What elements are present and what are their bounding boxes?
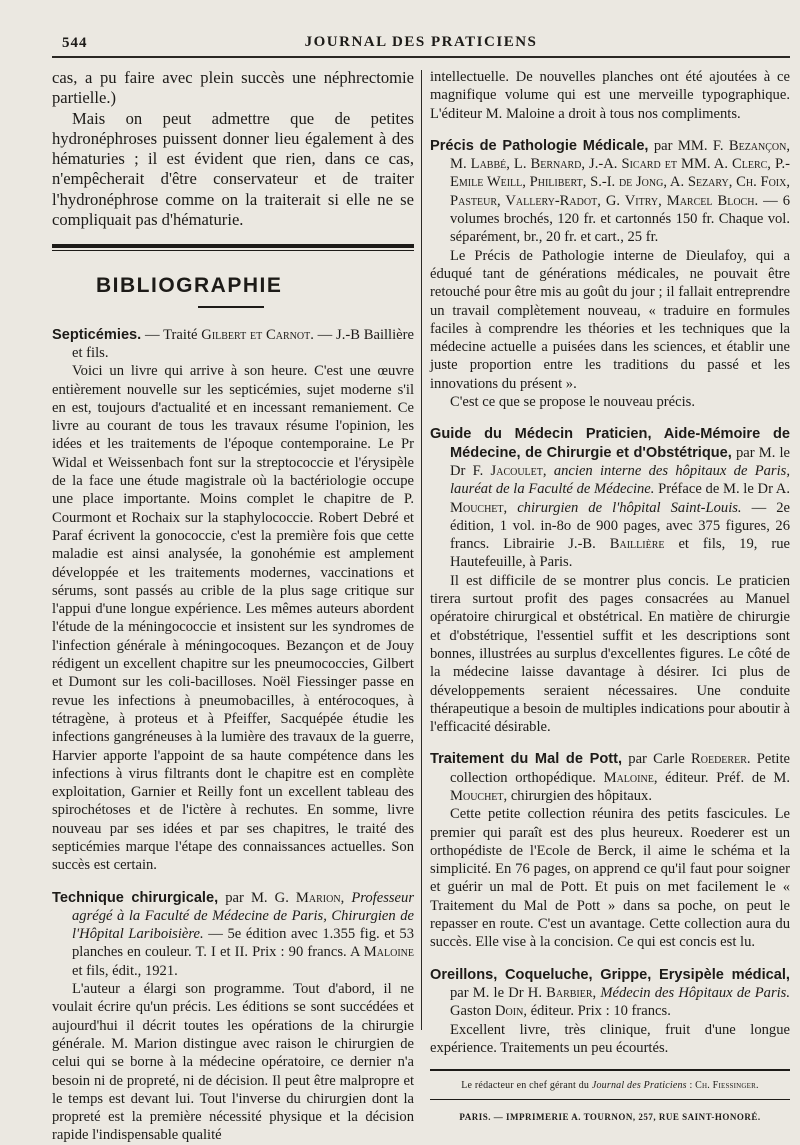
review-mal-de-pott xyxy=(430,750,790,951)
paragraph: intellectuelle. De nouvelles planches ont été ajoutées à ce magnifique volume qui est une merveille typographique. L'éditeur M. Maloine a droit à tous nos compliments. xyxy=(430,69,790,122)
review-body: L'auteur a élargi son programme. Tout d'abord, il ne voulait écrire qu'un précis. Les éditions se sont succédées et aujourd'hui il décrit toutes les opérations de la chirurgie générale. M. Marion distingue avec raison le chirurgien de celui qui se borne à la médecine opératoire, ce dernier n'a besoin ni de propreté, ni de décision. Il peut être malpropre et le temps est devant lui. Tout l'inverse du chirurgien dont la propreté est la première nécessité physique et la décision rapide l'indispensable qualité xyxy=(52,981,414,1144)
header-rule xyxy=(52,56,790,58)
column-divider xyxy=(421,70,422,1030)
page-header xyxy=(52,30,790,54)
book-author: Roederer xyxy=(691,751,747,768)
book-title: Oreillons, Coqueluche, Grippe, Erysipèle médical, xyxy=(430,966,790,983)
publisher: Baillière xyxy=(609,536,665,553)
book-title: Septicémies. xyxy=(52,326,142,343)
review-heading: Technique chirurgicale, par M. G. Marion, Professeur agrégé à la Faculté de Médecine de Paris, Chirurgien de l'Hôpital Lariboisière. — 5e édition avec 1.355 fig. et 53 planches en couleur. T. I et II. Prix : 90 francs. A Maloine et fils, édit., 1921. xyxy=(52,889,415,979)
book-title: Traitement du Mal de Pott, xyxy=(430,751,623,768)
book-title: Guide du Médecin Praticien, Aide-Mémoire de Médecine, de Chirurgie et d'Obstétrique, xyxy=(430,426,790,461)
paragraph: cas, a pu faire avec plein succès une néphrectomie partielle.) xyxy=(52,68,414,108)
review-body: C'est ce que se propose le nouveau précis. xyxy=(450,394,695,411)
review-body: Le Précis de Pathologie interne de Dieulafoy, qui a éduqué tant de générations médicales, ne pouvait être retouché pour être mis au goût du jour ; il fallait entreprendre un travail complètement nouveau, « traduire en formules faciles à comprendre les théories et les techniques que la médecine actuelle a puisées dans les sciences, et établir une juste proportion entre les traditions du passé et les innovations du présent ». xyxy=(430,247,790,392)
journal-title: JOURNAL DES PRATICIENS xyxy=(304,34,538,50)
review-oreillons xyxy=(430,966,790,1057)
book-title: Technique chirurgicale, xyxy=(52,889,219,906)
publisher: Doin xyxy=(495,1003,524,1020)
footer-rule-thin xyxy=(430,1099,790,1100)
section-rule xyxy=(52,244,414,248)
review-heading: Précis de Pathologie Médicale, par MM. F. Bezançon, M. Labbé, L. Bernard, J.-A. Sicard et MM. A. Clerc, P.-Emile Weill, Philibert, S.-I. de Jong, A. Sezary, Ch. Foix, Pasteur, Vallery-Radot, G. Vitry, Marcel Bloch. — 6 volumes brochés, 120 fr. et cartonnés 150 fr. Chaque vol. séparément, br., 20 fr. et cart., 25 fr. xyxy=(430,137,791,246)
left-column xyxy=(52,68,414,1145)
printer-imprint: PARIS. — IMPRIMERIE A. TOURNON, 257, RUE SAINT-HONORÉ. xyxy=(459,1112,761,1123)
review-heading: Traitement du Mal de Pott, par Carle Roederer. Petite collection orthopédique. Maloine, éditeur. Préf. de M. Mouchet, chirurgien des hôpitaux. xyxy=(430,751,790,804)
review-heading: Septicémies. — Traité Gilbert et Carnot. — J.-B Baillière et fils. xyxy=(52,326,414,361)
review-body: Cette petite collection réunira des petits fascicules. Le premier qui paraît est des plus heureux. Roederer est un orthopédiste de l'Ecole de Berck, il aime le schéma et la simplicité. En 76 pages, on apprend ce qu'il faut pour soigner et guérir un mal de Pott. Et puis on met facilement le « Traitement du Mal de Pott » dans sa poche, on peut le repasser en route. C'est un avantage. Cette collection aura du succès. Elle vise à la concision. Ce qui est concis est lu. xyxy=(430,806,790,951)
publisher: Maloine xyxy=(603,769,654,786)
book-authors: F. Bezançon, M. Labbé, L. Bernard, J.-A. Sicard et MM. A. Clerc, P.-Emile Weill, Philibert, S.-I. de Jong, A. Sezary, Ch. Foix, Pasteur, Vallery-Radot, G. Vitry, Marcel Bloch. xyxy=(450,137,791,209)
book-title: Précis de Pathologie Médicale, xyxy=(430,137,649,154)
heading-underline xyxy=(198,306,264,308)
book-author: Jacoulet xyxy=(490,462,543,479)
previous-article-ending xyxy=(52,68,414,230)
section-rule-thin xyxy=(52,250,414,251)
review-heading: Guide du Médecin Praticien, Aide-Mémoire de Médecine, de Chirurgie et d'Obstétrique, par M. le Dr F. Jacoulet, ancien interne des hôpitaux de Paris, lauréat de la Faculté de Médecine. Préface de M. le Dr A. Mouchet, chirurgien de l'hôpital Saint-Louis. — 2e édition, 1 vol. in-8o de 900 pages, avec 375 figures, 26 francs. Librairie J.-B. Baillière et fils, 19, rue Hautefeuille, à Paris. xyxy=(430,426,790,571)
book-author: Marion xyxy=(295,889,341,906)
book-author: Barbier xyxy=(546,984,593,1001)
review-septicemies xyxy=(52,326,414,875)
review-body: Voici un livre qui arrive à son heure. C'est une œuvre entièrement nouvelle sur les septicémies, sujet moderne s'il en est, toujours d'actualité et en incessant remaniement. Ce livre au courant de tous les travaux résume l'opinion, les idées et les traitements de l'époque contemporaine. Le Pr Widal et Weissenbach font sur la streptococcie et l'érysipèle de la face une étude magistrale où la bactériologie occupe une place importante. Moins complet le chapitre de P. Courmont et Rochaix sur la staphylococcie. Robert Debré et Paraf écrivent la gonococcie, c'est la première fois que cette maladie est ainsi analysée, la gonohémie est amplement développée et les traitements modernes, vaccinations et sérums, sont passés au crible de la plus sage critique sur l'appui d'une longue expérience. Les mêmes auteurs abordent l'étude de la méningococcie et insistent sur les syndromes de l'infection générale à méningocoques. Bezançon et de Jouy rédigent un excellent chapitre sur les pneumococcies, Gilbert et Dumont sur les coli-bacilloses. Noël Fiessinger passe en revue les infections à pneumobacilles, à entérocoques, à tétragène, à proteus et à Pfeiffer, Sacquépée étudie les infections gangréneuses à la lumière des travaux de la guerre, Harvier apporte l'appoint de sa haute compétence dans les infections à virus filtrants dont le chapitre est en complète exploitation, Garnier et Reilly font un excellent tableau des spirochétoses et de l'ictère à rechutes. En somme, livre nouveau par ses idées et par ses chapitres, le traité des septicémies marque l'étape des connaissances actuelles. Son succès est certain. xyxy=(52,363,414,874)
page-number: 544 xyxy=(62,35,88,51)
review-heading: Oreillons, Coqueluche, Grippe, Erysipèle médical, par M. le Dr H. Barbier, Médecin des Hôpitaux de Paris. Gaston Doin, éditeur. Prix : 10 francs. xyxy=(430,966,791,1020)
right-column xyxy=(430,68,790,1127)
section-heading: BIBLIOGRAPHIE xyxy=(96,274,283,298)
book-authors: Gilbert et Carnot. xyxy=(201,326,314,343)
review-body: Excellent livre, très clinique, fruit d'une longue expérience. Traitements un peu écourtés. xyxy=(430,1021,790,1056)
review-technique-chirurgicale xyxy=(52,889,414,1145)
review-body: Il est difficile de se montrer plus concis. Le praticien tirera surtout profit des pages consacrées au Manuel opératoire chirurgical et obstétrical. En matière de chirurgie et d'obstétrique, l'essentiel suffit et les descriptions sont bonnes, illustrées au surplus d'excellentes figures. Le côté de la médecine laisse davantage à désirer. Ici plus de développements seraient nécessaires. Une conduite thérapeutique a besoin de multiples indications pour aboutir à l'efficacité désirable. xyxy=(430,572,790,736)
review-precis-pathologie xyxy=(430,137,790,411)
footer-rule xyxy=(430,1069,790,1071)
review-guide-medecin xyxy=(430,425,790,736)
editor-credit: Le rédacteur en chef gérant du Journal des Praticiens : Ch. Fiessinger. xyxy=(461,1080,759,1092)
paragraph: Mais on peut admettre que de petites hydronéphroses puissent donner lieu également à des hématuries ; il est évident que rien, dans ce cas, n'empêcherait d'être conservateur et de traiter l'hydronéphrose comme on la traiterait si elle ne se compliquait pas d'hématurie. xyxy=(52,108,414,230)
publisher: Maloine xyxy=(363,944,414,961)
